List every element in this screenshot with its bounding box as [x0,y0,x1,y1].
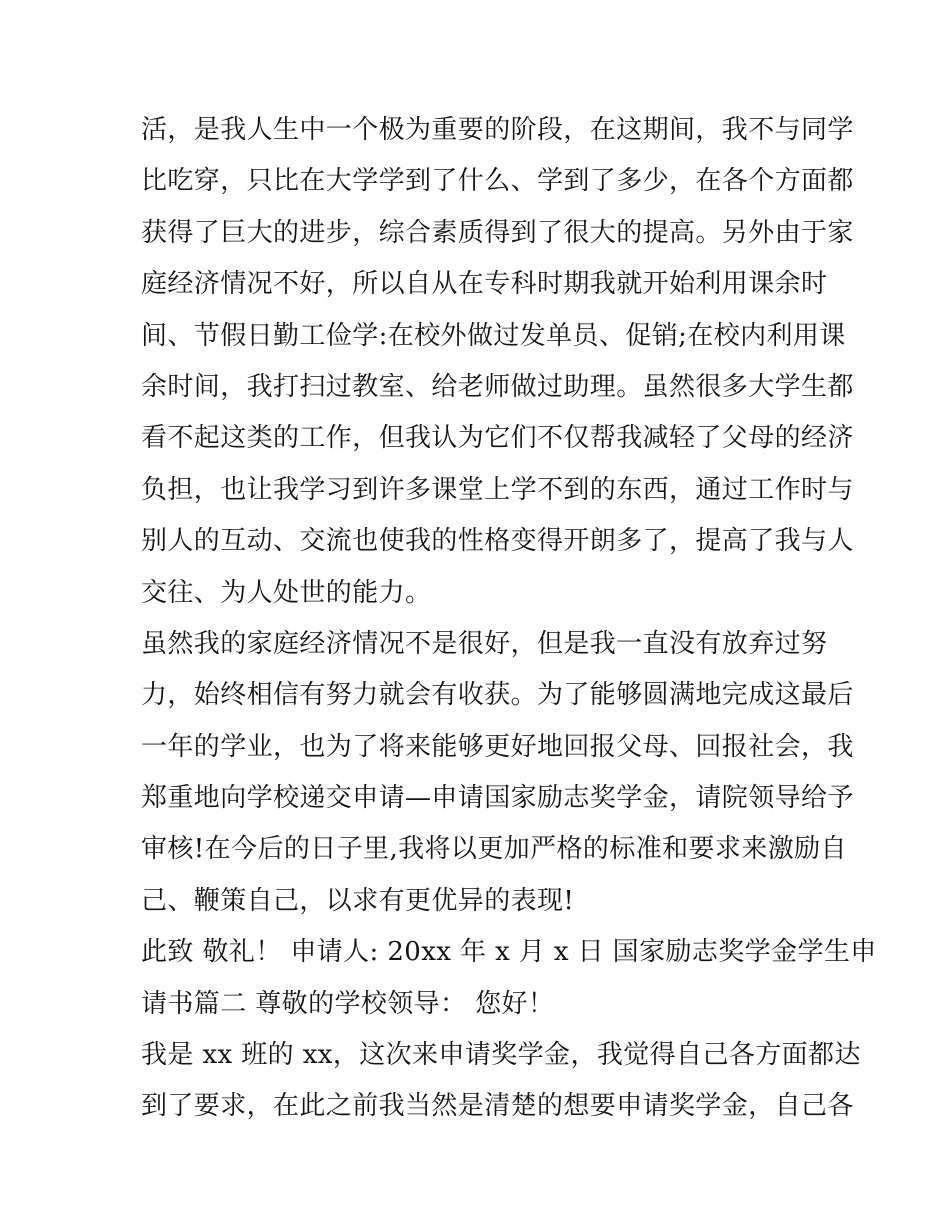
text-line: 郑重地向学校递交申请—申请国家励志奖学金，请院领导给予 [141,783,854,814]
text-line: 到了要求，在此之前我当然是清楚的想要申请奖学金，自己各 [141,1091,854,1122]
text-line: 负担，也让我学习到许多课堂上学不到的东西，通过工作时与 [141,474,854,505]
text-line: 间、节假日勤工俭学:在校外做过发单员、促销;在校内利用课 [141,320,846,351]
text-line: 力，始终相信有努力就会有收获。为了能够圆满地完成这最后 [141,680,854,711]
text-line: 我是 xx 班的 xx，这次来申请奖学金，我觉得自己各方面都达 [141,1040,861,1071]
text-line: 余时间，我打扫过教室、给老师做过助理。虽然很多大学生都 [141,371,854,402]
text-line: 比吃穿，只比在大学学到了什么、学到了多少，在各个方面都 [141,166,854,197]
body-text [141,105,877,1133]
text-line: 己、鞭策自己，以求有更优异的表现! [141,885,575,916]
text-line: 虽然我的家庭经济情况不是很好，但是我一直没有放弃过努 [141,628,828,659]
text-line: 看不起这类的工作，但我认为它们不仅帮我减轻了父母的经济 [141,423,854,454]
text-line: 别人的互动、交流也使我的性格变得开朗多了，提高了我与人 [141,526,854,557]
text-line: 此致 敬礼！ 申请人: 20xx 年 x 月 x 日 国家励志奖学金学生申 [141,937,877,968]
text-line: 一年的学业，也为了将来能够更好地回报父母、回报社会，我 [141,731,854,762]
text-line: 活，是我人生中一个极为重要的阶段，在这期间，我不与同学 [141,115,854,145]
text-line: 庭经济情况不好，所以自从在专科时期我就开始利用课余时 [141,269,828,300]
text-line: 交往、为人处世的能力。 [141,577,432,608]
text-line: 获得了巨大的进步，综合素质得到了很大的提高。另外由于家 [141,217,854,248]
text-line: 审核!在今后的日子里,我将以更加严格的标准和要求来激励自 [141,834,847,865]
text-line: 请书篇二 尊敬的学校领导： 您好！ [141,988,555,1019]
